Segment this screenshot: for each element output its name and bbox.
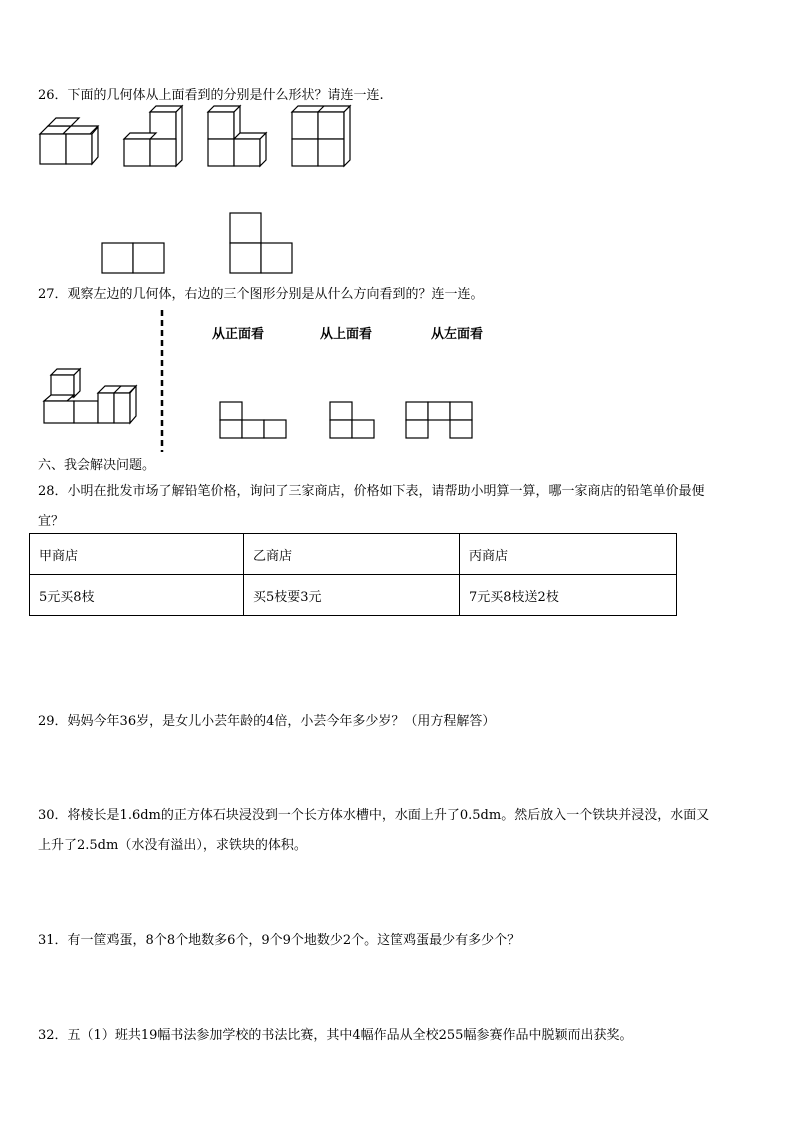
view-shape-c <box>405 401 475 441</box>
cell-shop-yi: 买5枝要3元 <box>244 575 460 616</box>
label-front-view: 从正面看 <box>212 327 265 342</box>
solid-4-figure <box>288 104 358 170</box>
section-title: 六、我会解决问题。 <box>38 458 156 473</box>
question-31: 31．有一筐鸡蛋，8个8个地数多6个，9个9个地数少2个。这筐鸡蛋最少有多少个？ <box>38 933 521 948</box>
cell-shop-bing: 7元买8枝送2枝 <box>460 575 677 616</box>
price-table <box>29 533 677 616</box>
dashed-divider <box>160 310 164 452</box>
question-28-line-1: 28．小明在批发市场了解铅笔价格，询问了三家商店，价格如下表，请帮助小明算一算，哪一家商店的铅笔单价最便 <box>38 484 705 499</box>
table-row <box>30 575 677 616</box>
label-top-view: 从上面看 <box>320 327 373 342</box>
solid-1-figure <box>36 118 106 170</box>
header-shop-yi: 乙商店 <box>244 534 460 575</box>
header-shop-bing: 丙商店 <box>460 534 677 575</box>
question-27: 27．观察左边的几何体，右边的三个图形分别是从什么方向看到的？连一连。 <box>38 287 484 302</box>
solid-q27-figure <box>40 365 144 427</box>
question-32: 32．五（1）班共19幅书法参加学校的书法比赛，其中4幅作品从全校255幅参赛作品中脱颖而出获奖。 <box>38 1028 633 1043</box>
view-shape-b <box>329 401 377 441</box>
solid-3-figure <box>204 104 274 170</box>
label-left-view: 从左面看 <box>431 327 484 342</box>
question-29: 29．妈妈今年36岁，是女儿小芸年龄的4倍，小芸今年多少岁？（用方程解答） <box>38 714 496 729</box>
question-30-line-2: 上升了2.5dm（水没有溢出），求铁块的体积。 <box>38 838 307 853</box>
solid-2-figure <box>120 104 190 170</box>
cell-shop-jia: 5元买8枝 <box>30 575 244 616</box>
question-26: 26．下面的几何体从上面看到的分别是什么形状？请连一连. <box>38 88 384 103</box>
top-view-shape-1 <box>100 241 166 275</box>
view-shape-a <box>219 401 289 441</box>
question-30-line-1: 30．将棱长是1.6dm的正方体石块浸没到一个长方体水槽中，水面上升了0.5dm。然后放入一个铁块并浸没，水面又 <box>38 808 710 823</box>
question-28-line-2: 宜？ <box>38 514 65 529</box>
top-view-shape-2 <box>228 211 294 275</box>
table-row <box>30 534 677 575</box>
header-shop-jia: 甲商店 <box>30 534 244 575</box>
